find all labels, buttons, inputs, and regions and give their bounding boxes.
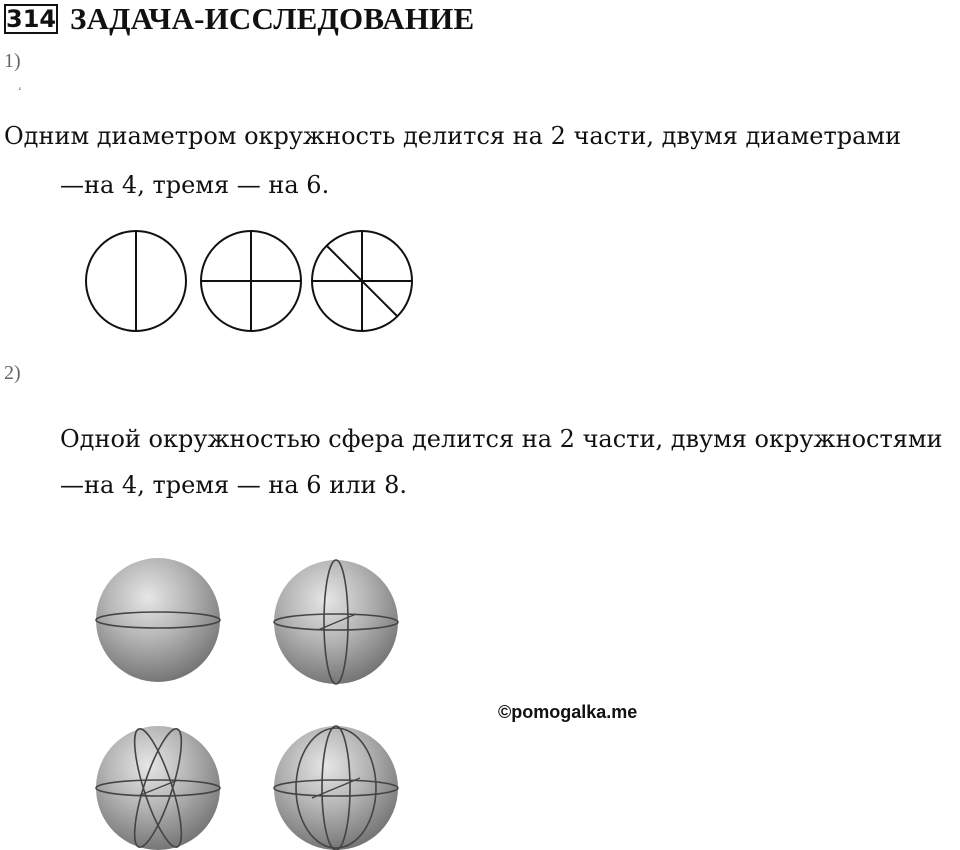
circles-diagram xyxy=(80,226,420,336)
problem-title: ЗАДАЧА-ИССЛЕДОВАНИЕ xyxy=(70,1,475,36)
watermark: ©pomogalka.me xyxy=(498,702,638,722)
spheres-diagram xyxy=(80,548,420,850)
part-2-text-line-1: Одной окружностью сфера делится на 2 части, двумя окружностями xyxy=(60,425,943,453)
circle-three-diameters xyxy=(312,231,412,331)
part-1-text-line-2: —на 4, тремя — на 6. xyxy=(60,171,330,199)
sphere-two-circles xyxy=(274,560,398,684)
sphere-three-circles-eight-parts xyxy=(274,726,398,850)
part-2-label: 2) xyxy=(4,362,21,384)
circle-two-diameters xyxy=(201,231,301,331)
part-2-text-line-2: —на 4, тремя — на 6 или 8. xyxy=(60,471,407,499)
sphere-one-circle xyxy=(96,558,220,682)
stray-mark: ‘ xyxy=(18,84,22,98)
part-1-text-line-1: Одним диаметром окружность делится на 2 части, двумя диаметрами xyxy=(4,122,902,150)
part-1-label: 1) xyxy=(4,50,21,72)
sphere-three-circles-six-parts xyxy=(96,725,220,850)
circle-one-diameter xyxy=(86,231,186,331)
problem-number: 314 xyxy=(6,5,57,33)
